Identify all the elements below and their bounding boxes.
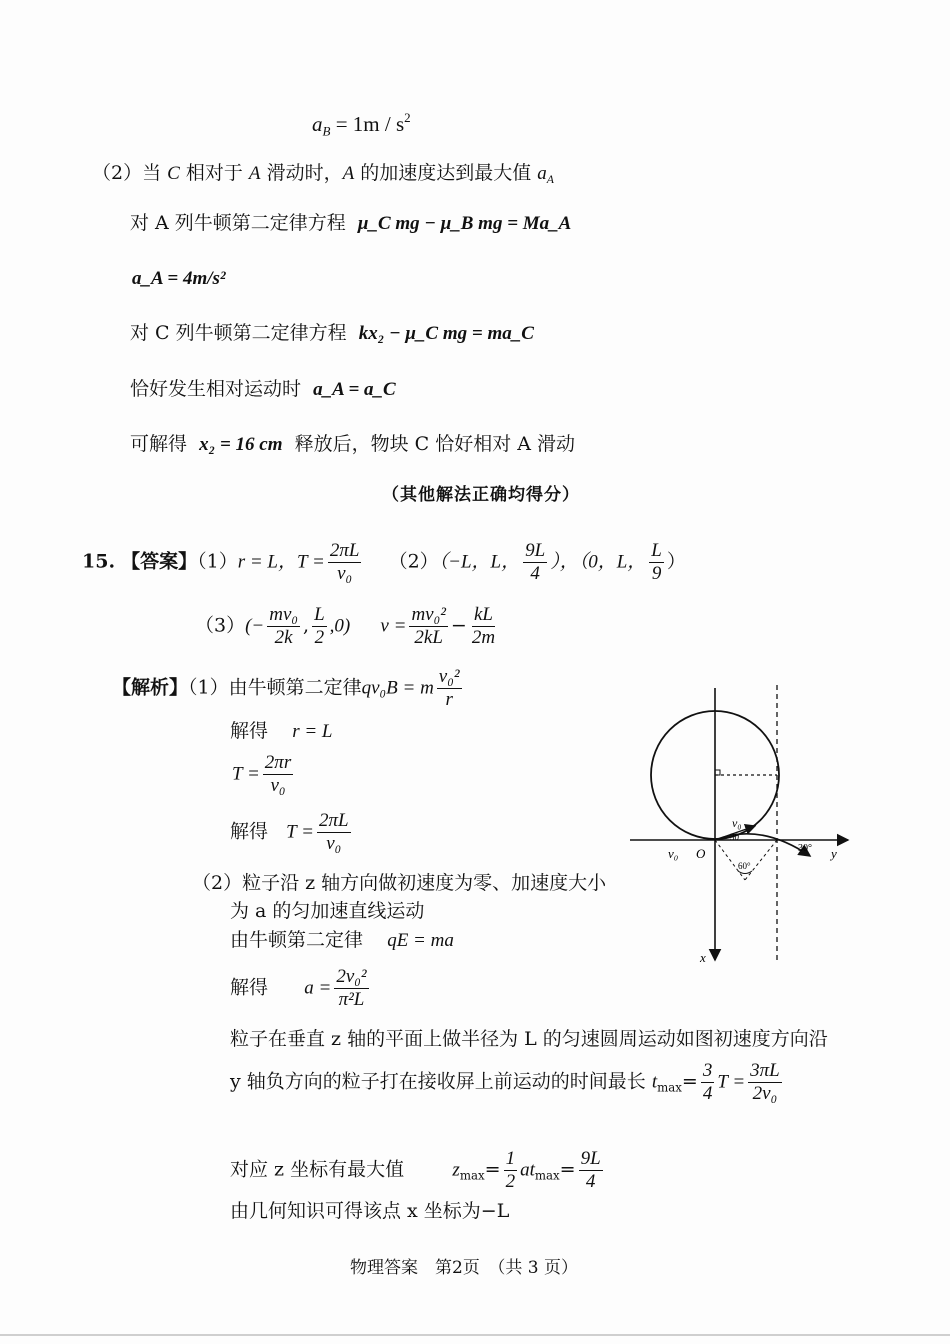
part2-circle-line: 粒子在垂直 z 轴的平面上做半径为 L 的匀速圆周运动如图初速度方向沿 [230, 1028, 828, 1050]
newton-E-line: 由牛顿第二定律 qE = ma [230, 929, 454, 951]
relative-motion-line: 恰好发生相对运动时 a_A = a_C [130, 378, 396, 400]
x-coordinate-line: 由几何知识可得该点 x 坐标为−L [230, 1200, 510, 1222]
label-v0-left: v₀ [668, 846, 679, 861]
label-60: 60° [738, 861, 751, 871]
radius-left [715, 840, 745, 880]
p15-answer-line3: （3）(− $\frac{\text{mv₀}}{2k}$ , $\frac{L}{2}$ ,0) v = $\frac{\text{mv₀²}}{2kL}$ − $\frac{kL}{2m}$ [195, 604, 496, 648]
part2-line1: （2）粒子沿 z 轴方向做初速度为零、加速度大小 [192, 872, 607, 894]
zmax-line: 对应 z 坐标有最大值 $z_{max}=$ $\frac{1}{2}$ $at_{max}=$ $\frac{9L}{4}$ [230, 1148, 601, 1192]
p15-answer-line1: 15. 【答案】（1）r = L，T = $\frac{2\pi L}{\text{v₀}}$ （2）（−L，L， $\frac{9L}{4}$ ），（0，L， $\frac{L}{9}$ ） [82, 540, 686, 584]
radius-right [745, 840, 777, 880]
newton-C-line: 对 C 列牛顿第二定律方程 kx₂ − μ_C mg = ma_C [130, 322, 534, 344]
p14-part2-line: （2）当 C 相对于 A 滑动时，A 的加速度达到最大值 $a_A$ [92, 162, 554, 187]
trajectory-figure [620, 680, 860, 970]
solve-x2-line: 可解得 x₂ = 16 cm 释放后，物块 C 恰好相对 A 滑动 [130, 433, 576, 455]
eq-a: 解得 a = $\frac{\text{2v₀²}}{\text{π²L}}$ [230, 966, 367, 1010]
part2-line2: 为 a 的匀加速直线运动 [230, 900, 425, 922]
bottom-rule [0, 1334, 950, 1336]
scoring-note: （其他解法正确均得分） [382, 485, 580, 505]
eq-T-L: 解得 T = $\frac{2\pi L}{\text{v₀}}$ [230, 810, 349, 854]
label-O: O [696, 846, 706, 861]
eq-aB: $a_B = 1m / s^2$ [312, 110, 411, 139]
solve-r-line: 解得 r = L [230, 720, 333, 742]
label-x: x [700, 950, 706, 965]
eq-T-r: T = $\frac{2\pi r}{\text{v₀}}$ [232, 752, 292, 796]
tmax-line: y 轴负方向的粒子打在接收屏上前运动的时间最长 $t_{max}=$ $\frac{3}{4}$ T = $\frac{3\pi L}{\text{2v₀}}$ [230, 1060, 780, 1104]
label-30b: 30° [798, 843, 812, 854]
label-v0-top: v₀ [732, 816, 742, 830]
label-y: y [831, 846, 837, 861]
newton-A-line: 对 A 列牛顿第二定律方程 μ_C mg − μ_B mg = Ma_A [130, 212, 572, 234]
page-footer: 物理答案 第2页 （共 3 页） [350, 1258, 578, 1278]
analysis-line1: 【解析】（1）由牛顿第二定律qv₀B = m $\frac{\text{v₀²}}{r}$ [112, 666, 460, 710]
label-30a: 30 [730, 832, 739, 842]
eq-aA: a_A = 4m/s² [132, 268, 226, 289]
